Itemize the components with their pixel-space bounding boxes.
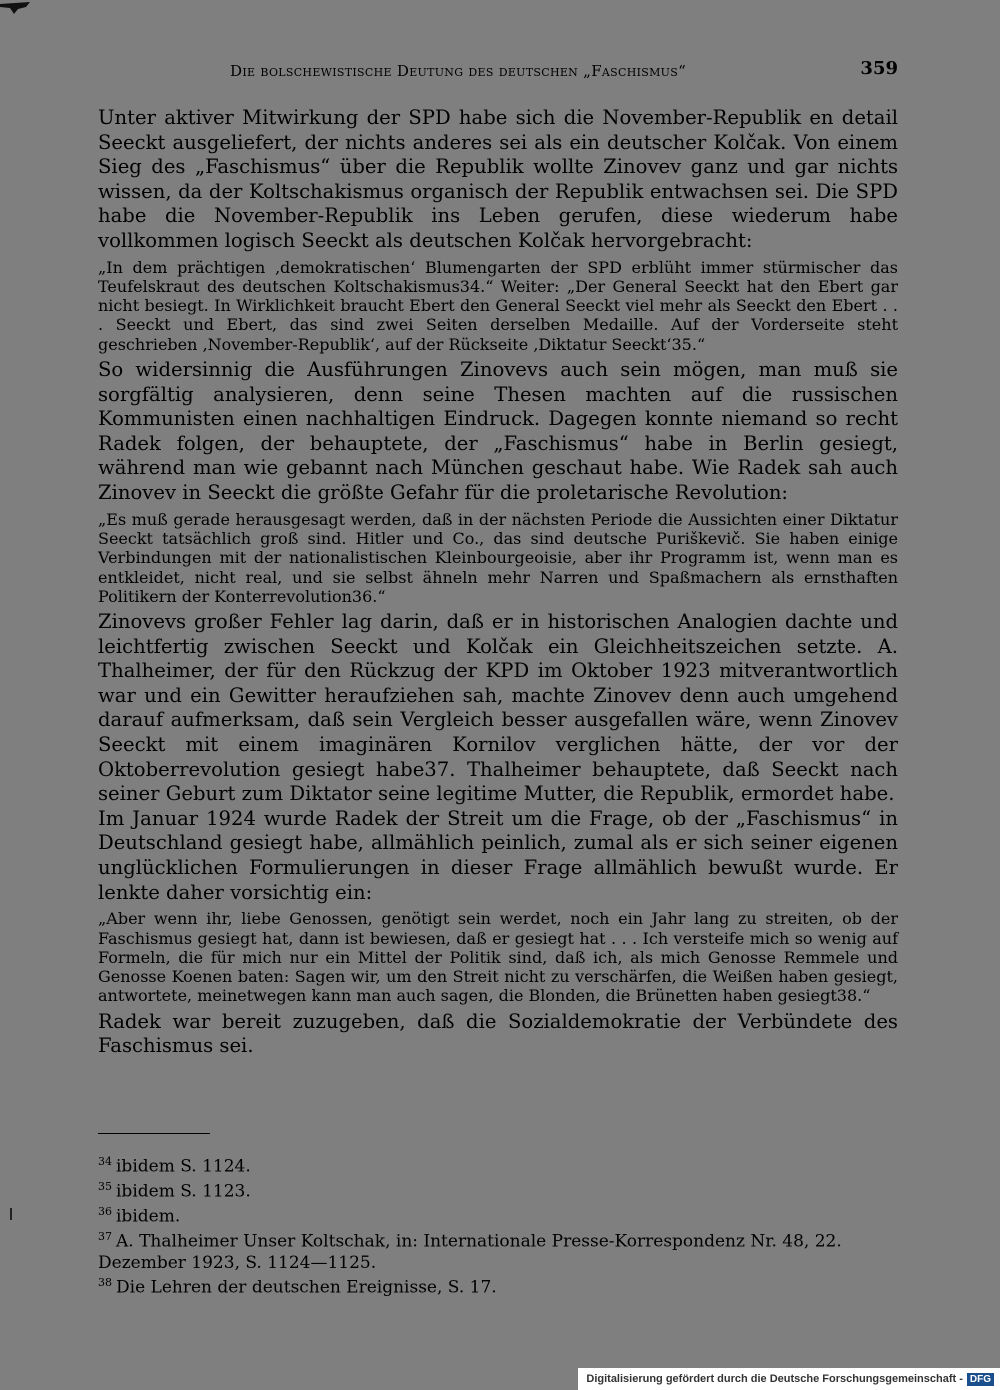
footnote-text: A. Thalheimer Unser Koltschak, in: Internationale Presse-Korrespondenz Nr. 48, 22. Dezember 1923, S. 1124—1125. [98, 1232, 842, 1273]
running-title: Die bolschewistische Deutung des deutschen „Faschismus“ [230, 62, 687, 80]
footnote-number: 38 [98, 1276, 112, 1290]
footnote-text: ibidem S. 1123. [116, 1181, 251, 1202]
footnote-number: 36 [98, 1205, 112, 1219]
footnote-divider [98, 1133, 210, 1134]
main-text [98, 106, 898, 1059]
footer-credit: Digitalisierung gefördert durch die Deutsche Forschungsgemeinschaft - [586, 1373, 963, 1385]
footnote-number: 37 [98, 1230, 112, 1244]
page-header [230, 58, 898, 86]
block-quote: „Es muß gerade herausgesagt werden, daß in der nächsten Periode die Aussichten einer Diktatur Seeckt tatsächlich groß sind. Hitler und Co., das sind deutsche Puriškevič. Sie haben einige Verbindungen mit der nationalistischen Kleinbourgeoisie, aber ihr Programm ist, wenn man es entkleidet, nicht real, und sie selbst ähneln mehr Narren und Spaßmachern als ernsthaften Politikern der Konterrevolution36.“ [98, 509, 898, 606]
paragraph: Zinovevs großer Fehler lag darin, daß er in historischen Analogien dachte und leichtfertig zwischen Seeckt und Kolčak ein Gleichheitszeichen setzte. A. Thalheimer, der für den Rückzug der KPD im Oktober 1923 mitverantwortlich war und ein Gewitter heraufziehen sah, machte Zinovev denn auch umgehend darauf aufmerksam, daß sein Vergleich besser ausgefallen wäre, wenn Zinovev Seeckt mit einem imaginären Kornilov verglichen hätte, der vor der Oktoberrevolution gesiegt habe37. Thalheimer behauptete, daß Seeckt nach seiner Geburt zum Diktator seine legitime Mutter, die Republik, ermordet habe. [98, 610, 898, 806]
paragraph: Radek war bereit zuzugeben, daß die Sozialdemokratie der Verbündete des Faschismus sei. [98, 1009, 898, 1058]
footnote-number: 35 [98, 1180, 112, 1194]
footer-bar [578, 1368, 1000, 1390]
footnote [98, 1273, 898, 1298]
paragraph: Im Januar 1924 wurde Radek der Streit um die Frage, ob der „Faschismus“ in Deutschland gesiegt habe, allmählich peinlich, zumal als er sich seiner eigenen unglücklichen Formulierungen in dieser Frage allmählich bewußt wurde. Er lenkte daher vorsichtig ein: [98, 806, 898, 904]
page-number: 359 [860, 58, 898, 79]
paragraph: Unter aktiver Mitwirkung der SPD habe sich die November-Republik en detail Seeckt ausgeliefert, der nichts anderes sei als ein deutscher Kolčak. Von einem Sieg des „Faschismus“ über die Republik wollte Zinovev ganz und gar nichts wissen, da der Koltschakismus organisch der Republik entwachsen sei. Die SPD habe die November-Republik ins Leben gerufen, diese wiederum habe vollkommen logisch Seeckt als deutschen Kolčak hervorgebracht: [98, 106, 898, 252]
footnote [98, 1202, 898, 1227]
footnote-text: ibidem S. 1124. [116, 1156, 251, 1177]
footnote [98, 1152, 898, 1177]
paragraph: So widersinnig die Ausführungen Zinovevs auch sein mögen, man muß sie sorgfältig analysieren, denn seine Thesen machten auf die russischen Kommunisten einen nachhaltigen Eindruck. Dagegen konnte niemand so recht Radek folgen, der behauptete, der „Faschismus“ habe in Berlin gesiegt, während man wie gebannt nach München geschaut habe. Wie Radek sah auch Zinovev in Seeckt die größte Gefahr für die proletarische Revolution: [98, 358, 898, 505]
block-quote: „Aber wenn ihr, liebe Genossen, genötigt sein werdet, noch ein Jahr lang zu streiten, ob der Faschismus gesiegt hat, dann ist bewiesen, daß er gesiegt hat . . . Ich versteife mich so wenig auf Formeln, die für mich nur ein Mittel der Politik sind, daß ich, als mich Genosse Remmele und Genosse Koenen baten: Sagen wir, um den Streit nicht zu verschärfen, die Weißen haben gesiegt, antwortete, meinetwegen kann man auch sagen, die Blonden, die Brünetten haben gesiegt38.“ [98, 909, 898, 1006]
corner-mark-icon [0, 2, 30, 14]
scan-edge-mark [10, 1208, 12, 1220]
footnotes [98, 1152, 898, 1298]
footnote-text: Die Lehren der deutschen Ereignisse, S. 17. [116, 1277, 497, 1298]
block-quote: „In dem prächtigen ‚demokratischen‘ Blumengarten der SPD erblüht immer stürmischer das Teufelskraut des deutschen Koltschakismus34.“ Weiter: „Der General Seeckt hat den Ebert gar nicht besiegt. In Wirklichkeit braucht Ebert den General Seeckt viel mehr als Seeckt den Ebert . . . Seeckt und Ebert, das sind zwei Seiten derselben Medaille. Auf der Vorderseite steht geschrieben ‚November-Republik‘, auf der Rückseite ‚Diktatur Seeckt‘35.“ [98, 257, 898, 354]
footnote-text: ibidem. [116, 1206, 181, 1227]
footnote [98, 1177, 898, 1202]
footnote-number: 34 [98, 1155, 112, 1168]
dfg-logo: DFG [967, 1373, 994, 1386]
footnote [98, 1227, 898, 1273]
